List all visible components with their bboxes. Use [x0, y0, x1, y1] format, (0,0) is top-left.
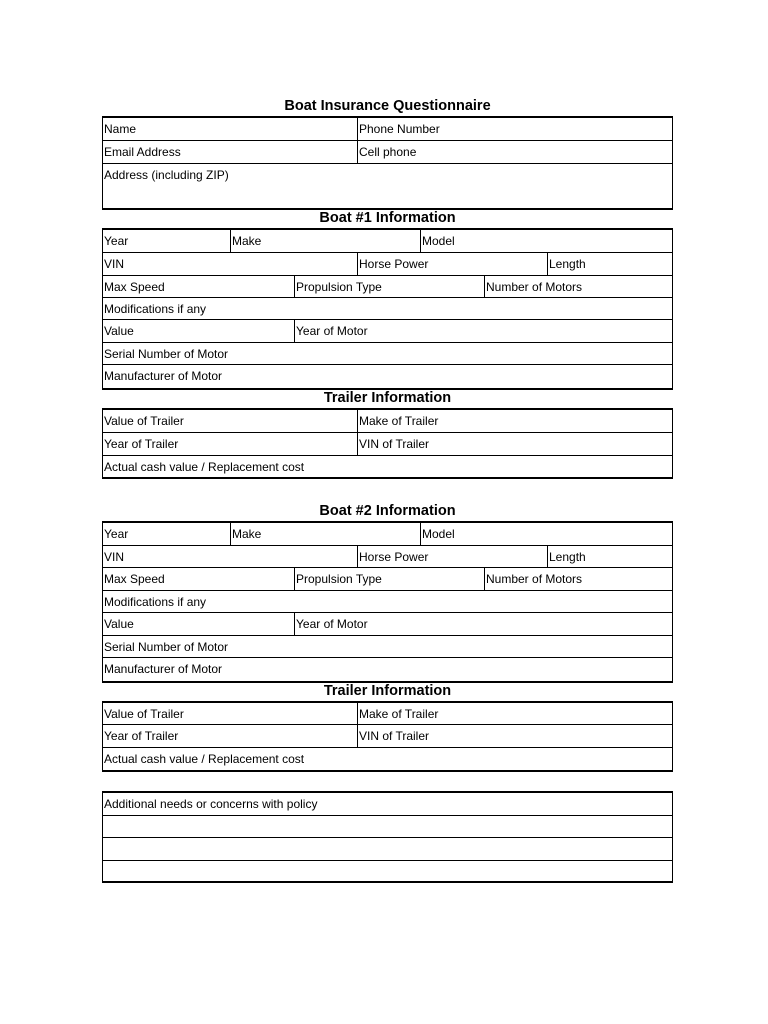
trailer2-make-field[interactable]: Make of Trailer: [357, 703, 672, 724]
boat2-length-field[interactable]: Length: [547, 546, 672, 567]
name-field[interactable]: Name: [104, 122, 137, 136]
additional-needs-line[interactable]: [103, 861, 672, 881]
trailer2-table: [102, 701, 673, 772]
boat2-year-of-motor-field[interactable]: Year of Motor: [294, 613, 672, 635]
table-row: [103, 748, 672, 770]
boat1-make-field[interactable]: Make: [230, 230, 420, 252]
boat2-model-field[interactable]: Model: [420, 523, 672, 545]
boat2-make-field[interactable]: Make: [230, 523, 420, 545]
boat2-number-of-motors-field[interactable]: Number of Motors: [484, 568, 672, 590]
table-row: [103, 253, 672, 276]
phone-number-field[interactable]: Phone Number: [357, 118, 672, 140]
table-row: [103, 703, 672, 725]
additional-needs-label: Additional needs or concerns with policy: [104, 797, 318, 811]
boat1-year-of-motor-field[interactable]: Year of Motor: [294, 320, 672, 342]
cell-phone-field[interactable]: Cell phone: [357, 141, 672, 163]
trailer2-year-field[interactable]: Year of Trailer: [104, 729, 179, 743]
boat2-manufacturer-field[interactable]: Manufacturer of Motor: [104, 662, 223, 676]
trailer2-value-field[interactable]: Value of Trailer: [104, 707, 184, 721]
additional-needs-line[interactable]: [103, 838, 672, 861]
table-row: [103, 456, 672, 477]
table-row: [103, 658, 672, 681]
boat2-serial-number-field[interactable]: Serial Number of Motor: [104, 640, 229, 654]
table-row: [103, 164, 672, 208]
boat1-manufacturer-field[interactable]: Manufacturer of Motor: [104, 369, 223, 383]
table-row: [103, 523, 672, 546]
address-field[interactable]: Address (including ZIP): [104, 168, 229, 182]
trailer1-table: [102, 408, 673, 479]
boat2-year-field[interactable]: Year: [104, 527, 129, 541]
boat2-heading: Boat #2 Information: [319, 503, 456, 519]
boat2-propulsion-type-field[interactable]: Propulsion Type: [294, 568, 484, 590]
table-row: [103, 613, 672, 636]
table-row: [103, 433, 672, 456]
trailer1-acv-field[interactable]: Actual cash value / Replacement cost: [104, 460, 305, 474]
email-address-field[interactable]: Email Address: [104, 145, 181, 159]
trailer1-value-field[interactable]: Value of Trailer: [104, 414, 184, 428]
table-row: [103, 365, 672, 388]
table-row: [103, 230, 672, 253]
table-row: [103, 276, 672, 298]
boat1-year-field[interactable]: Year: [104, 234, 129, 248]
boat1-horse-power-field[interactable]: Horse Power: [357, 253, 547, 275]
boat2-horse-power-field[interactable]: Horse Power: [357, 546, 547, 567]
boat1-modifications-field[interactable]: Modifications if any: [104, 302, 207, 316]
table-row: [103, 591, 672, 613]
boat1-length-field[interactable]: Length: [547, 253, 672, 275]
boat1-model-field[interactable]: Model: [420, 230, 672, 252]
contact-table: [102, 116, 673, 210]
trailer1-make-field[interactable]: Make of Trailer: [357, 410, 672, 432]
table-row: [103, 725, 672, 748]
boat1-value-field[interactable]: Value: [104, 324, 134, 338]
boat1-serial-number-field[interactable]: Serial Number of Motor: [104, 347, 229, 361]
boat2-modifications-field[interactable]: Modifications if any: [104, 595, 207, 609]
boat1-heading: Boat #1 Information: [319, 210, 456, 226]
table-row: [103, 636, 672, 658]
boat2-value-field[interactable]: Value: [104, 617, 134, 631]
table-row: [103, 298, 672, 320]
trailer1-heading: Trailer Information: [323, 390, 452, 406]
table-row: [103, 118, 672, 141]
trailer1-year-field[interactable]: Year of Trailer: [104, 437, 179, 451]
trailer2-vin-field[interactable]: VIN of Trailer: [357, 725, 672, 747]
table-row: [103, 546, 672, 568]
page-title: Boat Insurance Questionnaire: [284, 98, 491, 114]
table-row: [103, 568, 672, 591]
additional-needs-table: [102, 791, 673, 883]
table-row: [103, 343, 672, 365]
table-row: [103, 410, 672, 433]
boat1-propulsion-type-field[interactable]: Propulsion Type: [294, 276, 484, 297]
boat1-max-speed-field[interactable]: Max Speed: [104, 280, 165, 294]
boat2-max-speed-field[interactable]: Max Speed: [104, 572, 165, 586]
boat1-vin-field[interactable]: VIN: [104, 257, 125, 271]
boat1-number-of-motors-field[interactable]: Number of Motors: [484, 276, 672, 297]
additional-needs-line[interactable]: [103, 816, 672, 838]
table-row: [103, 141, 672, 164]
trailer2-heading: Trailer Information: [323, 683, 452, 699]
trailer2-acv-field[interactable]: Actual cash value / Replacement cost: [104, 752, 305, 766]
table-row: [103, 793, 672, 816]
boat1-table: [102, 228, 673, 390]
table-row: [103, 320, 672, 343]
boat2-table: [102, 521, 673, 683]
boat2-vin-field[interactable]: VIN: [104, 550, 125, 564]
trailer1-vin-field[interactable]: VIN of Trailer: [357, 433, 672, 455]
